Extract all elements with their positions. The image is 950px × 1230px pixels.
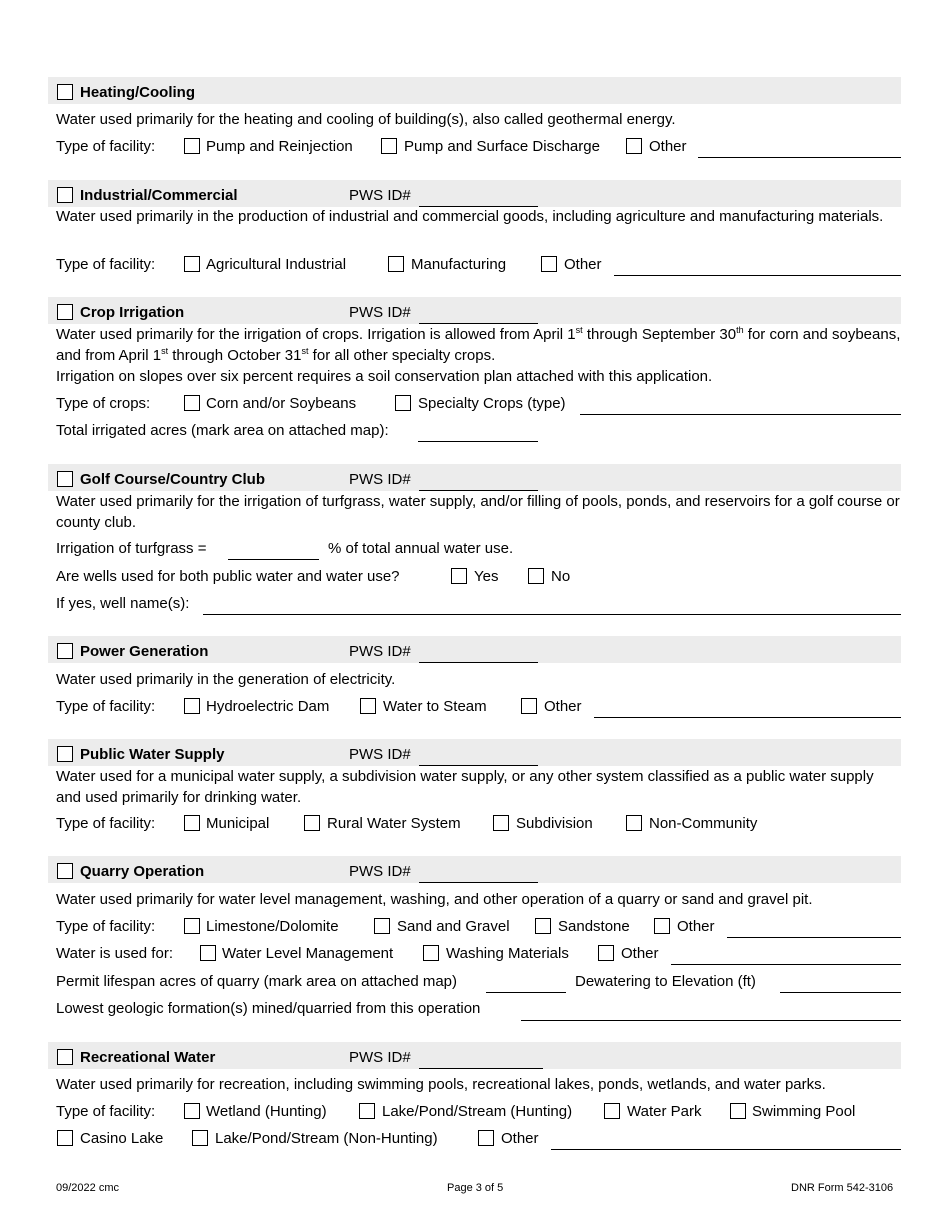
quarry-limestone-checkbox[interactable]: [184, 918, 200, 934]
crop-corn-soybeans-label: Corn and/or Soybeans: [206, 395, 357, 412]
heating-pump-surface-checkbox[interactable]: [381, 138, 397, 154]
crop-title: Crop Irrigation: [80, 304, 185, 321]
quarry-use-other-label: Other: [621, 945, 659, 962]
golf-well-names-label: If yes, well name(s):: [56, 595, 190, 612]
public-municipal-label: Municipal: [206, 815, 270, 832]
industrial-type-label: Type of facility:: [56, 256, 156, 273]
golf-well-names-field[interactable]: [203, 614, 901, 615]
crop-specialty-field[interactable]: [580, 414, 901, 415]
golf-wells-no-label: No: [551, 568, 571, 585]
recreational-swimming-pool-checkbox[interactable]: [730, 1103, 746, 1119]
quarry-washing-checkbox[interactable]: [423, 945, 439, 961]
heating-pump-surface-label: Pump and Surface Discharge: [404, 138, 600, 155]
quarry-type-label: Type of facility:: [56, 918, 156, 935]
golf-wells-question: Are wells used for both public water and water use?: [56, 568, 400, 585]
golf-turf-label: Irrigation of turfgrass =: [56, 540, 207, 557]
recreational-wetland-label: Wetland (Hunting): [206, 1103, 327, 1120]
quarry-sand-gravel-checkbox[interactable]: [374, 918, 390, 934]
golf-description: Water used primarily for the irrigation of turfgrass, water supply, and/or filling of pools, ponds, and reservoirs for a golf course or county club.: [56, 493, 900, 531]
public-rural-checkbox[interactable]: [304, 815, 320, 831]
public-noncommunity-label: Non-Community: [649, 815, 758, 832]
quarry-washing-label: Washing Materials: [446, 945, 569, 962]
quarry-type-other-field[interactable]: [727, 937, 901, 938]
public-pws-label: PWS ID#: [349, 746, 411, 763]
quarry-type-other-checkbox[interactable]: [654, 918, 670, 934]
industrial-pws-label: PWS ID#: [349, 187, 411, 204]
crop-specialty-label: Specialty Crops (type): [418, 395, 566, 412]
heating-type-label: Type of facility:: [56, 138, 156, 155]
recreational-water-park-label: Water Park: [627, 1103, 702, 1120]
industrial-checkbox[interactable]: [57, 187, 73, 203]
crop-type-label: Type of crops:: [56, 395, 151, 412]
industrial-manufacturing-checkbox[interactable]: [388, 256, 404, 272]
crop-acres-label: Total irrigated acres (mark area on attached map):: [56, 422, 389, 439]
crop-checkbox[interactable]: [57, 304, 73, 320]
recreational-other-label: Other: [501, 1130, 539, 1147]
industrial-manufacturing-label: Manufacturing: [411, 256, 507, 273]
quarry-pws-field[interactable]: [419, 882, 538, 883]
golf-checkbox[interactable]: [57, 471, 73, 487]
golf-turf-suffix: % of total annual water use.: [328, 540, 514, 557]
quarry-dewater-label: Dewatering to Elevation (ft): [575, 973, 756, 990]
recreational-lake-nonhunting-label: Lake/Pond/Stream (Non-Hunting): [215, 1130, 438, 1147]
heating-other-label: Other: [649, 138, 687, 155]
public-title: Public Water Supply: [80, 746, 225, 763]
quarry-sandstone-checkbox[interactable]: [535, 918, 551, 934]
recreational-casino-lake-checkbox[interactable]: [57, 1130, 73, 1146]
recreational-other-field[interactable]: [551, 1149, 901, 1150]
quarry-description: Water used primarily for water level management, washing, and other operation of a quarry or sand and gravel pit.: [56, 891, 813, 908]
footer-page-number: Page 3 of 5: [447, 1182, 504, 1194]
golf-title: Golf Course/Country Club: [80, 471, 265, 488]
recreational-title: Recreational Water: [80, 1049, 216, 1066]
quarry-lifespan-field[interactable]: [486, 992, 566, 993]
recreational-type-label: Type of facility:: [56, 1103, 156, 1120]
recreational-casino-lake-label: Casino Lake: [80, 1130, 164, 1147]
crop-description-2: Irrigation on slopes over six percent requires a soil conservation plan attached with this application.: [56, 368, 713, 385]
industrial-description: Water used primarily in the production of industrial and commercial goods, including agriculture and manufacturing materials.: [56, 208, 884, 225]
recreational-swimming-pool-label: Swimming Pool: [752, 1103, 856, 1120]
recreational-other-checkbox[interactable]: [478, 1130, 494, 1146]
crop-corn-soybeans-checkbox[interactable]: [184, 395, 200, 411]
public-type-label: Type of facility:: [56, 815, 156, 832]
power-description: Water used primarily in the generation of electricity.: [56, 671, 396, 688]
golf-wells-yes-label: Yes: [474, 568, 499, 585]
footer-form-number: DNR Form 542-3106: [791, 1182, 894, 1194]
heating-checkbox[interactable]: [57, 84, 73, 100]
quarry-formation-field[interactable]: [521, 1020, 901, 1021]
heating-pump-reinjection-label: Pump and Reinjection: [206, 138, 353, 155]
crop-specialty-checkbox[interactable]: [395, 395, 411, 411]
quarry-use-label: Water is used for:: [56, 945, 173, 962]
quarry-pws-label: PWS ID#: [349, 863, 411, 880]
industrial-title: Industrial/Commercial: [80, 187, 238, 204]
quarry-title: Quarry Operation: [80, 863, 205, 880]
heating-title: Heating/Cooling: [80, 84, 195, 101]
heating-pump-reinjection-checkbox[interactable]: [184, 138, 200, 154]
quarry-limestone-label: Limestone/Dolomite: [206, 918, 339, 935]
recreational-pws-field[interactable]: [419, 1068, 543, 1069]
power-hydroelectric-label: Hydroelectric Dam: [206, 698, 330, 715]
power-hydroelectric-checkbox[interactable]: [184, 698, 200, 714]
quarry-formation-label: Lowest geologic formation(s) mined/quarried from this operation: [56, 1000, 481, 1017]
crop-description: Water used primarily for the irrigation of crops. Irrigation is allowed from April 1st through September 30th for corn and soybeans, and from April 1st through October 31st for all other specialty crops.: [56, 325, 901, 364]
public-municipal-checkbox[interactable]: [184, 815, 200, 831]
power-water-steam-checkbox[interactable]: [360, 698, 376, 714]
power-water-steam-label: Water to Steam: [383, 698, 487, 715]
power-type-label: Type of facility:: [56, 698, 156, 715]
public-checkbox[interactable]: [57, 746, 73, 762]
power-checkbox[interactable]: [57, 643, 73, 659]
quarry-sand-gravel-label: Sand and Gravel: [397, 918, 510, 935]
public-subdivision-checkbox[interactable]: [493, 815, 509, 831]
recreational-checkbox[interactable]: [57, 1049, 73, 1065]
recreational-wetland-checkbox[interactable]: [184, 1103, 200, 1119]
power-pws-field[interactable]: [419, 662, 538, 663]
quarry-dewater-field[interactable]: [780, 992, 901, 993]
public-rural-label: Rural Water System: [327, 815, 461, 832]
power-title: Power Generation: [80, 643, 209, 660]
heating-other-checkbox[interactable]: [626, 138, 642, 154]
recreational-water-park-checkbox[interactable]: [604, 1103, 620, 1119]
power-pws-label: PWS ID#: [349, 643, 411, 660]
heating-other-field[interactable]: [698, 157, 901, 158]
footer-date: 09/2022 cmc: [56, 1182, 119, 1194]
industrial-other-checkbox[interactable]: [541, 256, 557, 272]
golf-turf-field[interactable]: [228, 559, 319, 560]
industrial-other-label: Other: [564, 256, 602, 273]
golf-wells-no-checkbox[interactable]: [528, 568, 544, 584]
quarry-sandstone-label: Sandstone: [558, 918, 630, 935]
crop-pws-label: PWS ID#: [349, 304, 411, 321]
public-description: Water used for a municipal water supply, a subdivision water supply, or any other system classified as a public water supply and used primarily for drinking water.: [56, 768, 874, 806]
quarry-water-level-label: Water Level Management: [222, 945, 394, 962]
recreational-description: Water used primarily for recreation, including swimming pools, recreational lakes, ponds, wetlands, and water parks.: [56, 1076, 826, 1093]
public-subdivision-label: Subdivision: [516, 815, 593, 832]
industrial-agricultural-checkbox[interactable]: [184, 256, 200, 272]
quarry-water-level-checkbox[interactable]: [200, 945, 216, 961]
power-other-checkbox[interactable]: [521, 698, 537, 714]
crop-acres-field[interactable]: [418, 441, 538, 442]
industrial-other-field[interactable]: [614, 275, 901, 276]
golf-pws-label: PWS ID#: [349, 471, 411, 488]
quarry-checkbox[interactable]: [57, 863, 73, 879]
recreational-lake-hunting-label: Lake/Pond/Stream (Hunting): [382, 1103, 573, 1120]
heating-description: Water used primarily for the heating and cooling of building(s), also called geothermal energy.: [56, 111, 676, 128]
quarry-use-other-field[interactable]: [671, 964, 901, 965]
quarry-lifespan-label: Permit lifespan acres of quarry (mark area on attached map): [56, 973, 458, 990]
industrial-agricultural-label: Agricultural Industrial: [206, 256, 347, 273]
public-noncommunity-checkbox[interactable]: [626, 815, 642, 831]
golf-wells-yes-checkbox[interactable]: [451, 568, 467, 584]
power-other-label: Other: [544, 698, 582, 715]
quarry-type-other-label: Other: [677, 918, 715, 935]
quarry-use-other-checkbox[interactable]: [598, 945, 614, 961]
recreational-lake-nonhunting-checkbox[interactable]: [192, 1130, 208, 1146]
recreational-pws-label: PWS ID#: [349, 1049, 411, 1066]
recreational-lake-hunting-checkbox[interactable]: [359, 1103, 375, 1119]
power-other-field[interactable]: [594, 717, 901, 718]
